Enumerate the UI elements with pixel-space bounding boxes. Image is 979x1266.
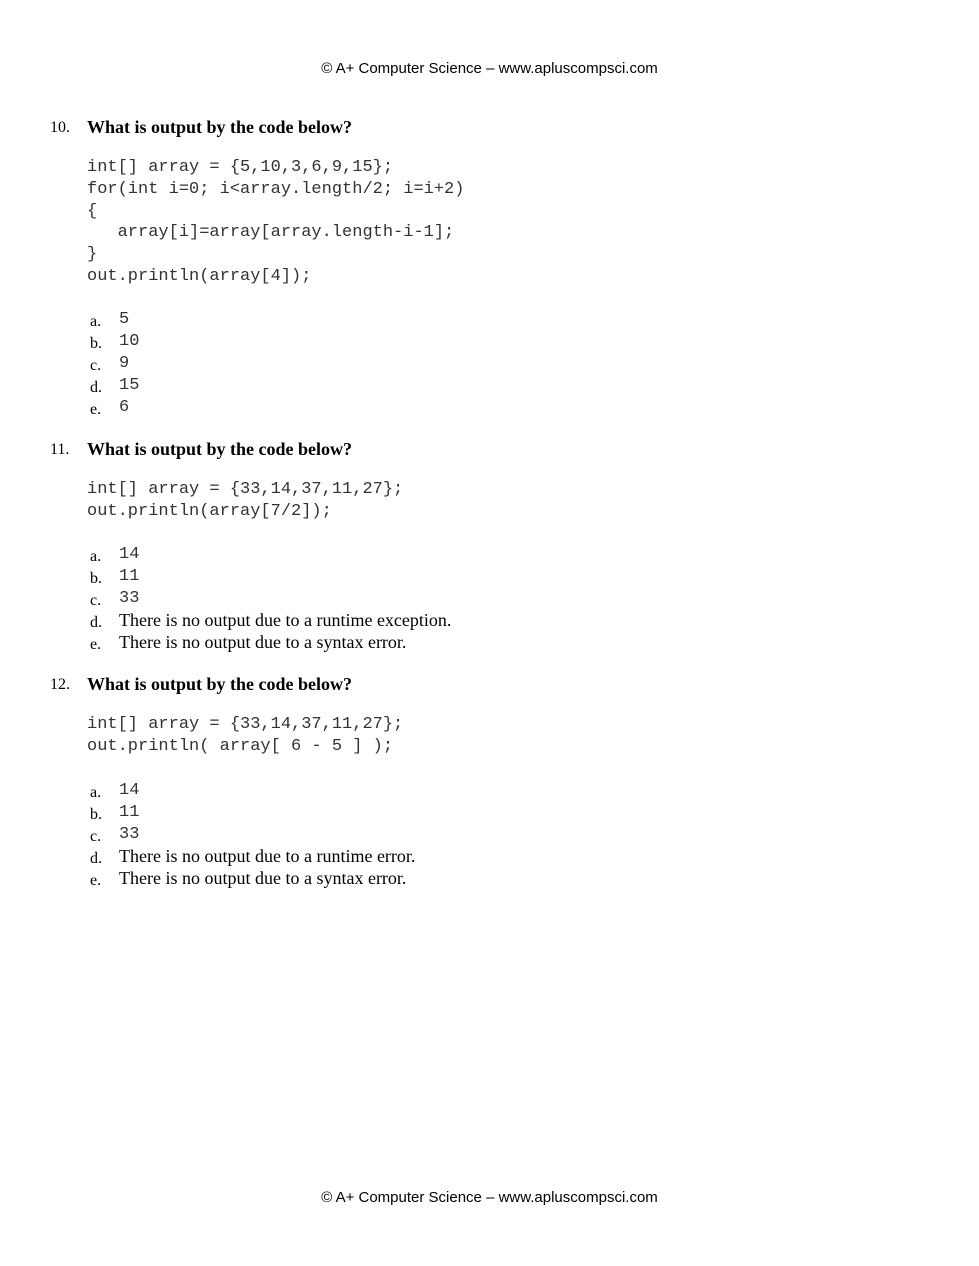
question-number: 11. xyxy=(50,441,70,458)
option-text: 33 xyxy=(119,589,140,608)
answer-options xyxy=(0,545,979,655)
question-header xyxy=(0,117,979,141)
option-letter: d. xyxy=(90,379,102,396)
option-letter: c. xyxy=(90,357,102,374)
option-letter: b. xyxy=(90,806,102,823)
page-footer: © A+ Computer Science – www.apluscompsci.com xyxy=(321,1189,658,1206)
option-text: 5 xyxy=(119,310,130,329)
option-e[interactable] xyxy=(0,633,979,655)
option-text: 14 xyxy=(119,781,140,800)
question-prompt: What is output by the code below? xyxy=(87,674,353,694)
answer-options xyxy=(0,310,979,420)
option-letter: d. xyxy=(90,614,102,631)
code-block: int[] array = {33,14,37,11,27}; out.println( array[ 6 - 5 ] ); xyxy=(87,715,404,756)
option-a[interactable] xyxy=(0,545,979,567)
option-letter: c. xyxy=(90,592,102,609)
option-letter: d. xyxy=(90,850,102,867)
option-text: There is no output due to a runtime error. xyxy=(119,846,416,866)
question-10 xyxy=(0,117,979,418)
option-text: There is no output due to a syntax error. xyxy=(119,632,407,652)
option-a[interactable] xyxy=(0,781,979,803)
option-a[interactable] xyxy=(0,310,979,332)
option-d[interactable] xyxy=(0,376,979,398)
code-block: int[] array = {33,14,37,11,27}; out.println(array[7/2]); xyxy=(87,480,404,521)
option-b[interactable] xyxy=(0,567,979,589)
option-text: 14 xyxy=(119,545,140,564)
option-b[interactable] xyxy=(0,332,979,354)
question-11 xyxy=(0,439,979,653)
question-prompt: What is output by the code below? xyxy=(87,439,353,459)
option-c[interactable] xyxy=(0,825,979,847)
option-text: 15 xyxy=(119,376,140,395)
question-number: 10. xyxy=(50,119,70,136)
answer-options xyxy=(0,781,979,891)
option-letter: b. xyxy=(90,335,102,352)
option-letter: a. xyxy=(90,784,102,801)
option-text: 10 xyxy=(119,332,140,351)
option-letter: b. xyxy=(90,570,102,587)
option-text: There is no output due to a runtime exception. xyxy=(119,610,452,630)
option-c[interactable] xyxy=(0,589,979,611)
question-header xyxy=(0,439,979,463)
option-d[interactable] xyxy=(0,611,979,633)
question-header xyxy=(0,674,979,698)
option-letter: e. xyxy=(90,636,102,653)
option-text: 11 xyxy=(119,803,140,822)
option-text: There is no output due to a syntax error. xyxy=(119,868,407,888)
option-text: 9 xyxy=(119,354,130,373)
option-letter: c. xyxy=(90,828,102,845)
option-e[interactable] xyxy=(0,869,979,891)
question-prompt: What is output by the code below? xyxy=(87,117,353,137)
question-12 xyxy=(0,674,979,889)
question-number: 12. xyxy=(50,676,70,693)
option-text: 11 xyxy=(119,567,140,586)
option-text: 6 xyxy=(119,398,130,417)
code-block: int[] array = {5,10,3,6,9,15}; for(int i=0; i<array.length/2; i=i+2) { array[i]=array[array.length-i-1]; } out.println(array[4]); xyxy=(87,158,465,286)
option-letter: e. xyxy=(90,401,102,418)
option-letter: a. xyxy=(90,313,102,330)
option-d[interactable] xyxy=(0,847,979,869)
option-letter: a. xyxy=(90,548,102,565)
option-text: 33 xyxy=(119,825,140,844)
option-c[interactable] xyxy=(0,354,979,376)
option-letter: e. xyxy=(90,872,102,889)
page-header: © A+ Computer Science – www.apluscompsci.com xyxy=(321,60,658,77)
option-b[interactable] xyxy=(0,803,979,825)
option-e[interactable] xyxy=(0,398,979,420)
